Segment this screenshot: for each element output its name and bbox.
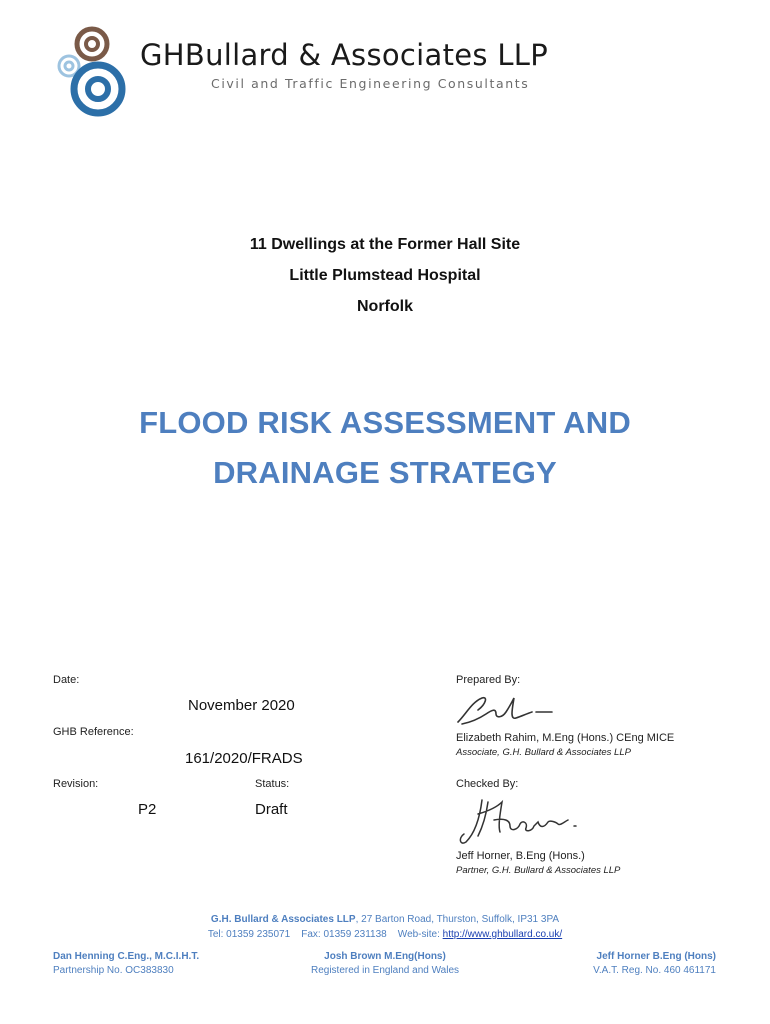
footer-firm-name: G.H. Bullard & Associates LLP	[210, 914, 356, 925]
company-name: GHBullard & Associates LLP	[140, 38, 549, 72]
footer-address: , 27 Barton Road, Thurston, Suffolk, IP31 3PA	[355, 914, 560, 925]
checker-signature-icon	[452, 792, 592, 850]
prepared-by-label: Prepared By:	[456, 674, 521, 686]
status-label: Status:	[255, 778, 290, 790]
preparer-role: Associate, G.H. Bullard & Associates LLP	[456, 747, 631, 758]
revision-value: P2	[138, 801, 157, 818]
site-name: 11 Dwellings at the Former Hall Site	[249, 236, 521, 253]
revision-label: Revision:	[53, 778, 99, 790]
reference-label: GHB Reference:	[53, 726, 134, 738]
footer-partner-1-sub: Partnership No. OC383830	[53, 965, 174, 976]
company-tagline: Civil and Traffic Engineering Consultants	[211, 76, 530, 91]
date-label: Date:	[53, 674, 80, 686]
reference-value: 161/2020/FRADS	[185, 750, 303, 767]
company-logo-icon	[52, 22, 142, 122]
preparer-name: Elizabeth Rahim, M.Eng (Hons.) CEng MICE	[456, 732, 675, 744]
footer-contact: Tel: 01359 235071 Fax: 01359 231138 Web-site:	[207, 929, 443, 940]
footer-partner-2-sub: Registered in England and Wales	[310, 965, 460, 976]
checker-name: Jeff Horner, B.Eng (Hons.)	[456, 850, 585, 862]
site-county: Norfolk	[357, 298, 413, 315]
date-value: November 2020	[188, 697, 295, 714]
footer-address-line	[0, 914, 770, 925]
footer-website-link[interactable]: http://www.ghbullard.co.uk/	[442, 929, 563, 940]
document-title-line-2: DRAINAGE STRATEGY	[213, 455, 557, 490]
checker-role: Partner, G.H. Bullard & Associates LLP	[456, 865, 621, 876]
footer-partner-2-name: Josh Brown M.Eng(Hons)	[324, 951, 446, 962]
preparer-signature-icon	[452, 688, 554, 734]
document-title-line-1: FLOOD RISK ASSESSMENT AND	[139, 405, 631, 440]
footer-partner-3-name: Jeff Horner B.Eng (Hons)	[596, 951, 716, 962]
footer-partner-1-name: Dan Henning C.Eng., M.C.I.H.T.	[53, 951, 200, 962]
checked-by-label: Checked By:	[456, 778, 519, 790]
status-value: Draft	[255, 801, 288, 818]
site-location: Little Plumstead Hospital	[289, 267, 481, 284]
footer-contact-line	[0, 929, 770, 940]
footer-partner-3-sub: V.A.T. Reg. No. 460 461171	[593, 965, 716, 976]
